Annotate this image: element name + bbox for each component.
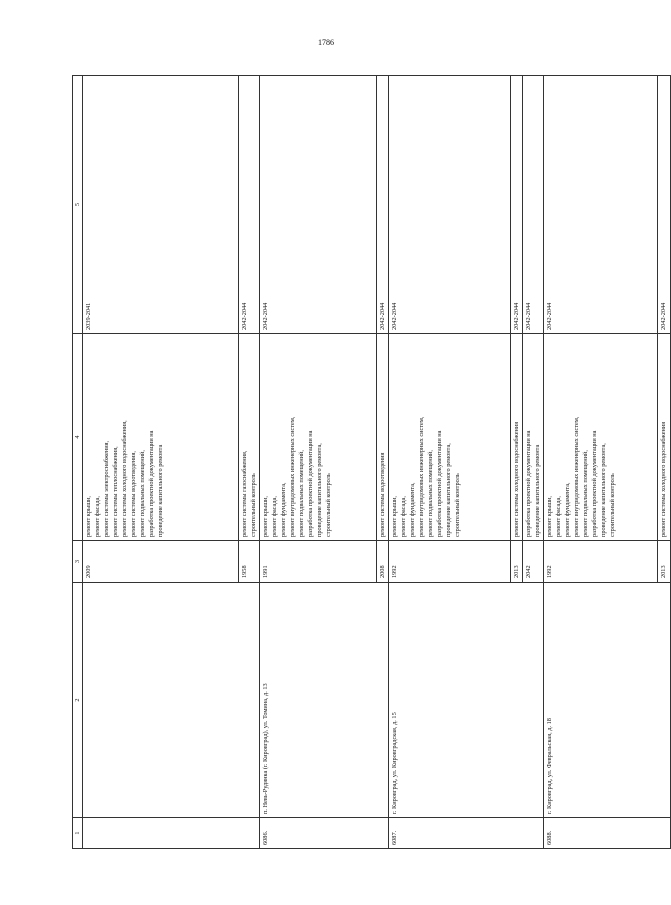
work-item: ремонт внутридомовых инженерных систем,	[573, 416, 580, 537]
work-item: разработка проектной документации на	[525, 430, 532, 537]
works-list	[389, 334, 511, 541]
work-item: ремонт системы холодного водоснабжения	[660, 421, 667, 537]
work-item: ремонт системы холодного водоснабжения,	[121, 420, 128, 537]
works-list	[239, 334, 260, 541]
works-list	[260, 334, 377, 541]
works-list	[511, 334, 523, 541]
header-cell: 5	[73, 76, 83, 334]
planned-period: 2042-2044	[389, 76, 511, 334]
work-item: ремонт внутридомовых инженерных систем,	[289, 416, 296, 537]
work-item: ремонт системы водоотведения,	[130, 451, 137, 537]
construction-year: 1992	[544, 541, 658, 583]
work-item: ремонт подвальных помещений,	[139, 450, 146, 537]
table-row	[544, 76, 658, 849]
record-number	[83, 818, 260, 849]
work-item: ремонт фундамента,	[564, 482, 571, 537]
work-item: ремонт крыши,	[262, 495, 269, 537]
header-cell: 3	[73, 541, 83, 583]
work-item: проведение капитального ремонта	[157, 444, 164, 537]
header-cell: 2	[73, 583, 83, 818]
table-row	[260, 76, 377, 849]
record-number: 6087.	[389, 818, 544, 849]
work-item: ремонт системы газоснабжения,	[241, 450, 248, 537]
work-item: ремонт системы водоотведения	[379, 452, 386, 537]
work-item: ремонт подвальных помещений,	[427, 450, 434, 537]
construction-year: 1991	[260, 541, 377, 583]
work-item: ремонт крыши,	[85, 495, 92, 537]
planned-period: 2042-2044	[658, 76, 671, 334]
work-item: ремонт фундамента,	[409, 482, 416, 537]
work-item: строительный контроль	[609, 473, 616, 537]
work-item: ремонт фасада,	[271, 496, 278, 537]
work-item: разработка проектной документации на	[591, 430, 598, 537]
header-cell: 4	[73, 334, 83, 541]
page-number: 1786	[318, 38, 334, 47]
planned-period: 2042-2044	[544, 76, 658, 334]
work-item: разработка проектной документации на	[307, 430, 314, 537]
work-item: строительный контроль	[454, 473, 461, 537]
construction-year: 2013	[658, 541, 671, 583]
header-cell: 1	[73, 818, 83, 849]
header-row	[73, 76, 83, 849]
record-address	[83, 583, 260, 818]
planned-period: 2039-2041	[83, 76, 239, 334]
work-item: ремонт системы холодного водоснабжения	[513, 421, 520, 537]
record-address: п. Невь-Рудянка (г. Кировград), ул. Томина, д. 13	[260, 583, 389, 818]
work-item: ремонт подвальных помещений,	[582, 450, 589, 537]
work-item: строительный контроль	[250, 473, 257, 537]
planned-period: 2042-2044	[377, 76, 389, 334]
work-item: ремонт внутридомовых инженерных систем,	[418, 416, 425, 537]
record-number: 6086.	[260, 818, 389, 849]
construction-year: 2042	[523, 541, 544, 583]
works-list	[523, 334, 544, 541]
work-item: ремонт крыши,	[546, 495, 553, 537]
planned-period: 2042-2044	[523, 76, 544, 334]
record-number: 6088.	[544, 818, 671, 849]
work-item: разработка проектной документации на	[436, 430, 443, 537]
work-item: ремонт фасада,	[400, 496, 407, 537]
work-item: ремонт крыши,	[391, 495, 398, 537]
construction-year: 2009	[83, 541, 239, 583]
record-address: г. Кировград, ул. Кировградская, д. 15	[389, 583, 544, 818]
rotated-table-container	[72, 76, 667, 849]
works-list	[544, 334, 658, 541]
table-row	[83, 76, 239, 849]
work-item: разработка проектной документации на	[148, 430, 155, 537]
work-item: ремонт фасада,	[555, 496, 562, 537]
planned-period: 2042-2044	[260, 76, 377, 334]
table-row	[389, 76, 511, 849]
construction-year: 2013	[511, 541, 523, 583]
work-item: ремонт системы электроснабжения,	[103, 440, 110, 537]
work-item: ремонт системы теплоснабжения,	[112, 446, 119, 537]
work-item: ремонт фундамента,	[280, 482, 287, 537]
works-list	[658, 334, 671, 541]
planned-period: 2042-2044	[239, 76, 260, 334]
work-item: проведение капитального ремонта,	[316, 443, 323, 537]
works-list	[83, 334, 239, 541]
planned-period: 2042-2044	[511, 76, 523, 334]
work-item: ремонт фасада,	[94, 496, 101, 537]
work-item: ремонт подвальных помещений,	[298, 450, 305, 537]
work-item: строительный контроль	[325, 473, 332, 537]
work-item: проведение капитального ремонта,	[600, 443, 607, 537]
works-list	[377, 334, 389, 541]
construction-year: 1958	[239, 541, 260, 583]
work-item: проведение капитального ремонта,	[445, 443, 452, 537]
work-item: проведение капитального ремонта	[534, 444, 541, 537]
construction-year: 2008	[377, 541, 389, 583]
table-body	[73, 76, 671, 849]
construction-year: 1992	[389, 541, 511, 583]
record-address: г. Кировград, ул. Февральская, д. 18	[544, 583, 671, 818]
repair-schedule-table	[72, 75, 671, 849]
